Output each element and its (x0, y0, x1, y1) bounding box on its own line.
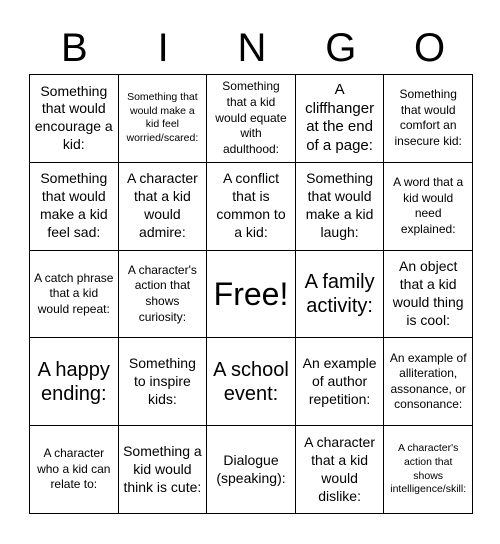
cell-text: Something that would make a kid laugh: (305, 170, 374, 241)
cell-text: A character who a kid can relate to: (37, 446, 111, 492)
cell-text: Something that a kid would equate with adulthood: (215, 79, 287, 156)
cell-text: Something a kid would think is cute: (123, 442, 202, 495)
header-letter-o: O (414, 26, 446, 70)
bingo-cell[interactable] (384, 75, 473, 163)
bingo-cell[interactable] (30, 338, 119, 426)
cell-text: A character's action that shows curiosity: (127, 262, 197, 324)
bingo-grid (29, 74, 473, 514)
bingo-cell[interactable] (119, 251, 208, 339)
cell-text: A happy ending: (37, 358, 110, 405)
cell-text: A word that a kid would need explained: (393, 175, 464, 236)
bingo-header (30, 26, 474, 70)
bingo-cell[interactable] (384, 251, 473, 339)
cell-text: A conflict that is common to a kid: (216, 170, 286, 241)
header-letter-n: N (237, 26, 267, 70)
free-space-label: Free! (213, 275, 289, 312)
cell-text: An example of author repetition: (302, 354, 377, 407)
bingo-cell[interactable] (296, 251, 385, 339)
cell-text: Something that would make a kid feel worried/scared: (126, 91, 199, 145)
cell-text: Something to inspire kids: (128, 354, 196, 407)
bingo-cell[interactable] (296, 163, 385, 251)
header-letter-g: G (325, 26, 357, 70)
bingo-cell[interactable] (207, 163, 296, 251)
bingo-cell[interactable] (207, 75, 296, 163)
bingo-cell[interactable] (119, 338, 208, 426)
bingo-cell[interactable] (119, 426, 208, 514)
header-letter-b: B (61, 26, 88, 70)
bingo-cell[interactable] (30, 251, 119, 339)
cell-text: A character's action that shows intelligence/skill: (390, 442, 467, 496)
bingo-cell[interactable] (296, 75, 385, 163)
bingo-cell[interactable] (207, 426, 296, 514)
bingo-cell[interactable] (384, 163, 473, 251)
cell-text: An example of alliteration, assonance, or consonance: (389, 350, 467, 412)
bingo-cell[interactable] (207, 338, 296, 426)
cell-text: Something that would encourage a kid: (34, 82, 113, 153)
bingo-cell[interactable] (30, 75, 119, 163)
cell-text: Something that would comfort an insecure kid: (394, 87, 462, 148)
bingo-cell[interactable] (384, 426, 473, 514)
free-space-cell[interactable] (207, 251, 296, 339)
bingo-cell[interactable] (119, 75, 208, 163)
cell-text: Dialogue (speaking): (216, 451, 286, 486)
cell-text: A character that a kid would admire: (126, 170, 198, 241)
cell-text: A school event: (213, 358, 289, 405)
cell-text: An object that a kid would thing is cool: (392, 258, 464, 328)
bingo-cell[interactable] (119, 163, 208, 251)
bingo-cell[interactable] (30, 163, 119, 251)
cell-text: A cliffhanger at the end of a page: (305, 80, 375, 155)
bingo-cell[interactable] (384, 338, 473, 426)
cell-text: A catch phrase that a kid would repeat: (34, 270, 114, 316)
bingo-cell[interactable] (30, 426, 119, 514)
bingo-cell[interactable] (296, 426, 385, 514)
cell-text: A character that a kid would dislike: (304, 433, 375, 504)
cell-text: A family activity: (304, 270, 375, 317)
bingo-cell[interactable] (296, 338, 385, 426)
header-letter-i: I (157, 26, 169, 70)
cell-text: Something that would make a kid feel sad: (39, 170, 108, 241)
